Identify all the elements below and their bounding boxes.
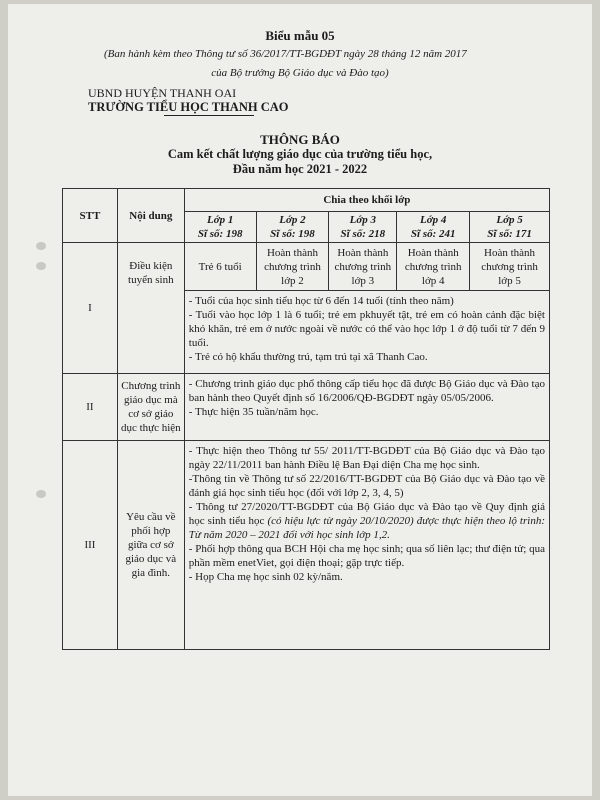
row-content: Chương trình giáo dục mà cơ sở giáo dục thực hiện xyxy=(117,374,184,441)
row-stt: I xyxy=(63,243,118,374)
header-content: Nội dung xyxy=(117,189,184,243)
grade-cell: Hoàn thành chương trình lớp 2 xyxy=(256,243,329,291)
grade-cell: Hoàn thành chương trình lớp 4 xyxy=(397,243,470,291)
row-description: - Thực hiện theo Thông tư 55/ 2011/TT-BGDĐT của Bộ Giáo dục và Đào tạo ngày 22/11/2011 ban hành Điều lệ Ban Đại diện Cha mẹ học sinh. -Thông tin về Thông tư số 22/2016/TT-BGDĐT của Bộ Giáo dục và Đào tạo về đánh giá học sinh tiểu học (đối với lớp 2, 3, 4, 5) - Thông tư 27/2020/TT-BGDĐT của Bộ Giáo dục và Đào tạo về Quy định giá học sinh tiểu học (có hiệu lực từ ngày 20/10/2020) được thực hiện theo lộ trình: Từ năm 2020 – 2021 đối với học sinh lớp 1,2. - Phối hợp thông qua BCH Hội cha mẹ học sinh; qua số liên lạc; thư điện tử; qua phần mềm enetViet, gọi điện thoại; gặp trực tiếp. - Họp Cha mẹ học sinh 02 kỳ/năm. xyxy=(184,441,549,650)
header-grade-group: Chia theo khối lớp xyxy=(184,189,549,212)
table-header-row xyxy=(63,189,550,212)
issued-line-2: của Bộ trưởng Bộ Giáo dục và Đào tạo) xyxy=(211,67,389,79)
punch-hole xyxy=(36,262,46,270)
punch-hole xyxy=(36,242,46,250)
table-row xyxy=(63,441,550,650)
grade-cell: Trẻ 6 tuổi xyxy=(184,243,256,291)
notice-subtitle-2: Đầu năm học 2021 - 2022 xyxy=(232,162,368,176)
grade-header: Lớp 2 Sĩ số: 198 xyxy=(256,212,329,243)
grade-header: Lớp 3 Sĩ số: 218 xyxy=(329,212,397,243)
grade-header: Lớp 4 Sĩ số: 241 xyxy=(397,212,470,243)
organization-name: UBND HUYỆN THANH OAI xyxy=(88,86,237,100)
issued-line-1: (Ban hành kèm theo Thông tư số 36/2017/TT-BGDĐT ngày 28 tháng 12 năm 2017 xyxy=(104,48,467,60)
row-description: - Chương trình giáo dục phổ thông cấp tiểu học đã được Bộ Giáo dục và Đào tạo ban hành theo Quyết định số 16/2006/QĐ-BGDĐT ngày 05/05/2006. - Thực hiện 35 tuần/năm học. xyxy=(184,374,549,441)
school-underline xyxy=(164,115,254,116)
row-content: Yêu cầu về phối hợp giữa cơ sở giáo dục và gia đình. xyxy=(117,441,184,650)
row-description: - Tuổi của học sinh tiểu học từ 6 đến 14 tuổi (tính theo năm) - Tuổi vào học lớp 1 là 6 tuổi; trẻ em pkhuyết tật, trẻ em có hoàn cảnh đặc biệt khó khăn, trẻ em ở nước ngoài về nước có thể vào học lớp 1 ở độ tuổi từ 7 đến 9 tuổi. - Trẻ có hộ khẩu thường trú, tạm trú tại xã Thanh Cao. xyxy=(184,291,549,374)
row-stt: III xyxy=(63,441,118,650)
row-stt: II xyxy=(63,374,118,441)
notice-title: THÔNG BÁO xyxy=(260,132,340,147)
school-name: TRƯỜNG TIỂU HỌC THANH CAO xyxy=(88,100,289,114)
table-row xyxy=(63,374,550,441)
grade-cell: Hoàn thành chương trình lớp 3 xyxy=(329,243,397,291)
grade-header: Lớp 1 Sĩ số: 198 xyxy=(184,212,256,243)
notice-subtitle-1: Cam kết chất lượng giáo dục của trường tiểu học, xyxy=(167,147,433,161)
punch-hole xyxy=(36,490,46,498)
commitment-table xyxy=(62,188,550,650)
table-row xyxy=(63,243,550,291)
grade-header: Lớp 5 Sĩ số: 171 xyxy=(470,212,550,243)
grade-cell: Hoàn thành chương trình lớp 5 xyxy=(470,243,550,291)
row-content: Điều kiện tuyển sinh xyxy=(117,243,184,374)
form-title: Biểu mẫu 05 xyxy=(265,28,335,43)
document-page xyxy=(8,4,592,796)
header-stt: STT xyxy=(63,189,118,243)
